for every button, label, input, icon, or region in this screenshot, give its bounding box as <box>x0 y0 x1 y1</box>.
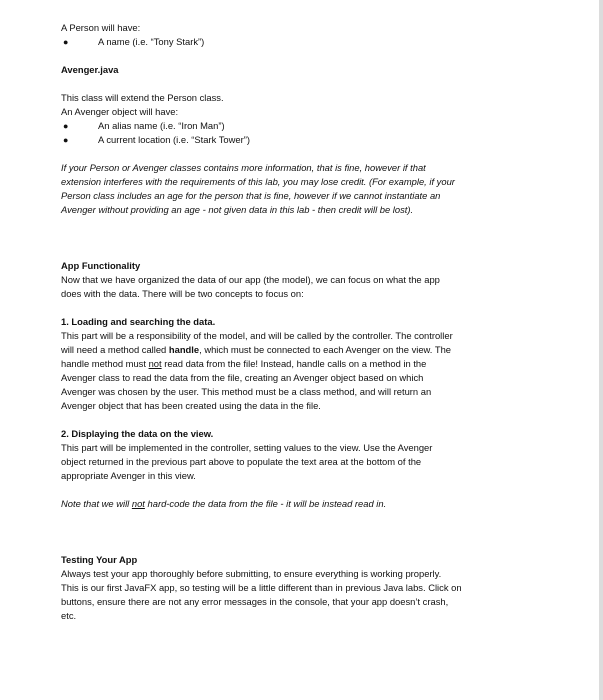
loading-line-6: Avenger object that has been created using the data in the file. <box>61 400 321 411</box>
testing-line-1: Always test your app thoroughly before submitting, to ensure everything is working properly. <box>61 568 442 579</box>
testing-heading: Testing Your App <box>61 554 138 565</box>
app-functionality-intro-1: Now that we have organized the data of our app (the model), we can focus on what the app <box>61 274 440 285</box>
loading-line-1: This part will be a responsibility of the model, and will be called by the controller. The controller <box>61 330 453 341</box>
bullet-icon: ● <box>63 135 69 145</box>
handle-keyword: handle <box>168 344 200 355</box>
bullet-icon: ● <box>63 37 69 47</box>
not-emphasis: not <box>148 358 162 369</box>
avenger-line-1: This class will extend the Person class. <box>61 92 224 103</box>
person-intro: A Person will have: <box>61 22 141 33</box>
loading-line-5: Avenger was chosen by the user. This method must be a class method, and will return an <box>61 386 432 397</box>
app-functionality-heading: App Functionality <box>61 260 141 271</box>
avenger-note: If your Person or Avenger classes contains more information, that is fine, however if that extension interferes with the requirements of this lab, you may lose credit. (For example, if your Person class includes an age for the person that is fine, however if we cannot instantiate an Avenger without providing an age - not given data in this lab - then credit will be lost). <box>61 162 455 215</box>
app-functionality-intro-2: does with the data. There will be two concepts to focus on: <box>61 288 304 299</box>
loading-line-3: handle method must not read data from the file! Instead, handle calls on a method in the <box>61 358 427 369</box>
document-body <box>61 21 531 623</box>
not-emphasis: not <box>131 498 145 509</box>
loading-line-4: Avenger class to read the data from the file, creating an Avenger object based on which <box>61 372 424 383</box>
list-item: ● An alias name (i.e. “Iron Man”) <box>63 120 225 131</box>
displaying-line-3: appropriate Avenger in this view. <box>61 470 196 481</box>
testing-line-4: etc. <box>61 610 77 621</box>
testing-line-3: buttons, ensure there are not any error messages in the console, that your app doesn’t crash, <box>61 596 449 607</box>
list-item: ● A current location (i.e. “Stark Tower”) <box>63 134 250 145</box>
loading-line-2: will need a method called handle, which must be connected to each Avenger on the view. The <box>61 344 452 355</box>
loading-heading: 1. Loading and searching the data. <box>61 316 216 327</box>
bullet-icon: ● <box>63 121 69 131</box>
testing-line-2: This is our first JavaFX app, so testing will be a little different than in previous Java labs. Click on <box>61 582 462 593</box>
avenger-java-heading: Avenger.java <box>61 64 119 75</box>
avenger-line-2: An Avenger object will have: <box>61 106 179 117</box>
displaying-line-2: object returned in the previous part above to populate the text area at the bottom of the <box>61 456 422 467</box>
displaying-line-1: This part will be implemented in the controller, setting values to the view. Use the Avenger <box>61 442 433 453</box>
displaying-note: Note that we will not hard-code the data from the file - it will be instead read in. <box>61 498 387 509</box>
page-edge <box>599 0 603 700</box>
list-item: ● A name (i.e. “Tony Stark”) <box>63 36 205 47</box>
avenger-bullet-list <box>61 119 531 147</box>
person-bullet-list <box>61 35 531 49</box>
displaying-heading: 2. Displaying the data on the view. <box>61 428 214 439</box>
